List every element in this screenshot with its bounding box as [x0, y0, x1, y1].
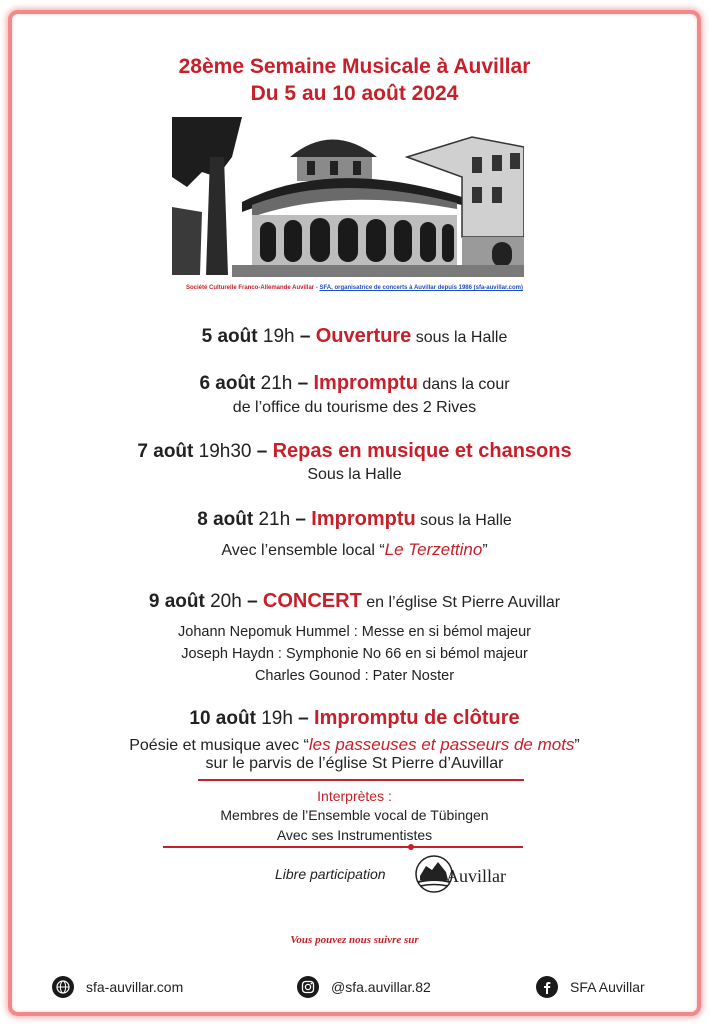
ensemble-name: Le Terzettino: [384, 540, 483, 559]
guest-name: les passeuses et passeurs de mots: [308, 735, 575, 754]
performers-line: Membres de l’Ensemble vocal de Tübingen: [220, 807, 489, 823]
event-time: 21h: [255, 373, 293, 394]
event-time: 21h: [253, 509, 291, 530]
subtitle-text: Poésie et musique avec “: [129, 737, 309, 754]
event-6-location: sur le parvis de l’église St Pierre d’Auvillar: [205, 755, 504, 772]
event-time: 19h30: [193, 441, 252, 462]
organizer-link[interactable]: SFA, organisatrice de concerts à Auvillar depuis 1986 (sfa-auvillar.com): [319, 285, 523, 291]
performers-line: Avec ses Instrumentistes: [276, 827, 433, 843]
organizer-credit: [0, 285, 709, 291]
event-name: Impromptu: [313, 372, 418, 394]
social-label: @sfa.auvillar.82: [331, 979, 431, 995]
program-item: Joseph Haydn : Symphonie No 66 en si bémol majeur: [181, 646, 528, 662]
performers-heading: Interprètes :: [317, 788, 392, 804]
event-location: en l’église St Pierre Auvillar: [361, 594, 561, 611]
event-location: dans la cour: [417, 376, 510, 393]
poster-title: 28ème Semaine Musicale à Auvillar: [178, 55, 531, 78]
event-1: [0, 325, 709, 348]
event-time: 19h: [255, 708, 293, 729]
event-4: [0, 508, 709, 531]
event-dash: –: [292, 373, 314, 394]
instagram-icon: [297, 976, 319, 998]
event-location: sous la Halle: [415, 512, 512, 529]
event-6: [0, 707, 709, 730]
facebook-icon: [536, 976, 558, 998]
social-label: SFA Auvillar: [570, 979, 645, 995]
event-dash: –: [292, 708, 315, 729]
divider-bottom: [163, 846, 523, 848]
event-name: Repas en musique et chansons: [272, 440, 572, 462]
event-dash: –: [290, 509, 312, 530]
social-website[interactable]: [52, 976, 183, 998]
social-instagram[interactable]: [297, 976, 431, 998]
event-3-subtitle: Sous la Halle: [307, 466, 402, 483]
event-dash: –: [251, 441, 273, 462]
event-name: Impromptu de clôture: [314, 707, 520, 729]
event-date: 7 août: [137, 441, 194, 462]
event-name: CONCERT: [262, 590, 362, 612]
event-time: 19h: [257, 326, 295, 347]
event-date: 5 août: [201, 326, 258, 347]
logo-text: Auvillar: [446, 866, 506, 886]
event-dash: –: [241, 591, 263, 612]
follow-us: Vous pouvez nous suivre sur: [290, 934, 419, 946]
event-date: 9 août: [148, 591, 205, 612]
event-location: sous la Halle: [411, 329, 508, 346]
event-name: Ouverture: [315, 325, 412, 347]
subtitle-text: Avec l’ensemble local “: [221, 542, 385, 559]
event-2: [0, 372, 709, 395]
event-name: Impromptu: [311, 508, 416, 530]
event-time: 20h: [204, 591, 242, 612]
subtitle-text: ”: [482, 542, 488, 559]
divider-top: [198, 779, 524, 781]
event-date: 8 août: [197, 509, 254, 530]
social-facebook[interactable]: [536, 976, 645, 998]
social-label: sfa-auvillar.com: [86, 979, 184, 995]
event-6-subtitle: [0, 735, 709, 755]
event-3: [0, 440, 709, 463]
event-date: 10 août: [189, 708, 256, 729]
globe-icon: [52, 976, 74, 998]
event-5: [0, 590, 709, 613]
program-item: Charles Gounod : Pater Noster: [254, 668, 455, 684]
participation-note: Libre participation: [275, 866, 386, 882]
program-item: Johann Nepomuk Hummel : Messe en si bémol majeur: [178, 624, 531, 640]
event-2-subtitle: de l’office du tourisme des 2 Rives: [232, 399, 477, 416]
subtitle-text: ”: [574, 737, 580, 754]
event-dash: –: [294, 326, 316, 347]
halle-illustration: [172, 117, 524, 277]
event-4-subtitle: [0, 540, 709, 560]
poster-dates: Du 5 au 10 août 2024: [250, 82, 459, 105]
organizer-name: Société Culturelle Franco-Allemande Auvillar -: [185, 285, 320, 291]
event-date: 6 août: [199, 373, 256, 394]
